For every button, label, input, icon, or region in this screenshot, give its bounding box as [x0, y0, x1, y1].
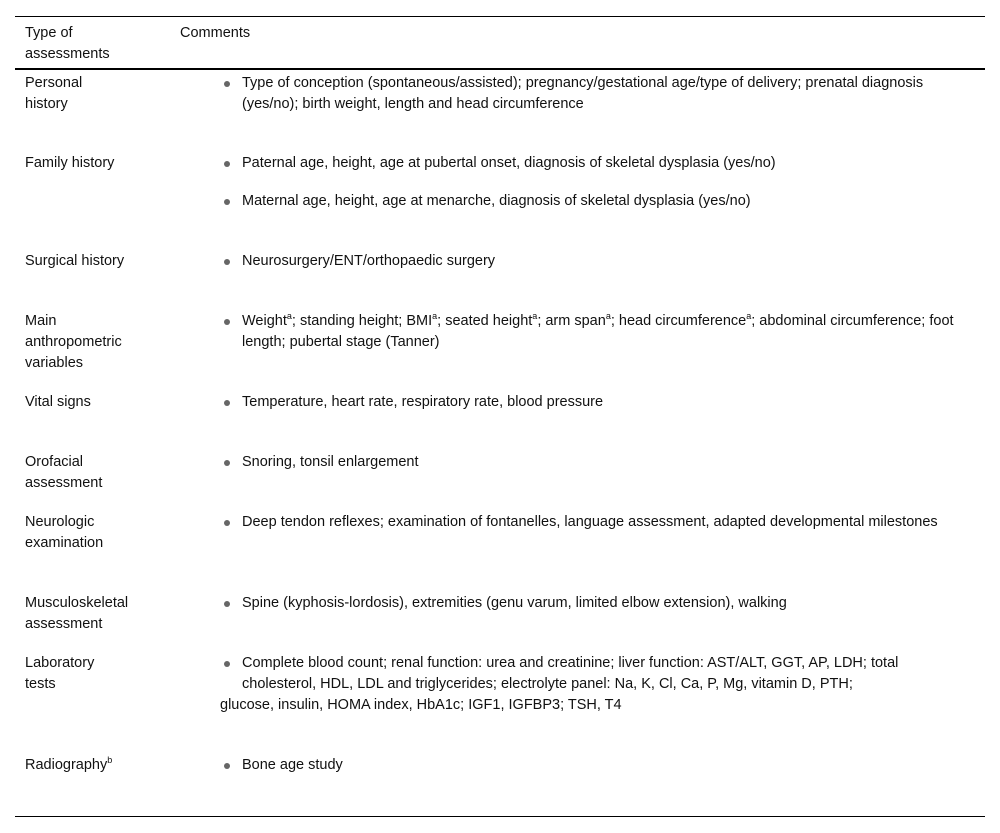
footnote-marker: a	[432, 311, 438, 322]
bullet-text: Paternal age, height, age at pubertal onset, diagnosis of skeletal dysplasia (yes/no)	[242, 155, 776, 171]
bullet-item	[242, 311, 962, 353]
bullet-dot-icon	[224, 460, 230, 466]
bullet-text: Complete blood count; renal function: urea and creatinine; liver function: AST/ALT, GGT, AP, LDH; total cholesterol, HDL, LDL and triglycerides; electrolyte panel: Na, K, Cl, Ca, P, Mg, vitamin D, PTH;	[242, 655, 899, 692]
table-row	[15, 308, 985, 389]
bullet-dot-icon	[224, 161, 230, 167]
footnote-marker: b	[107, 755, 113, 766]
table-body	[15, 70, 985, 806]
bullet-text: Maternal age, height, age at menarche, diagnosis of skeletal dysplasia (yes/no)	[242, 193, 751, 209]
table-row	[15, 248, 985, 308]
assessment-type: Musculoskeletal assessment	[25, 595, 129, 632]
bullet-dot-icon	[224, 319, 230, 325]
bullet-item	[242, 512, 962, 533]
table-row	[15, 509, 985, 590]
assessment-comments	[242, 311, 962, 370]
footnote-marker: a	[286, 311, 292, 322]
table-row	[15, 590, 985, 650]
bullet-item	[242, 153, 962, 174]
footnote-marker: a	[532, 311, 538, 322]
assessment-type: Surgical history	[25, 253, 125, 269]
header-comments: Comments	[180, 25, 251, 41]
bullet-dot-icon	[224, 400, 230, 406]
assessment-comments	[242, 392, 962, 430]
footnote-marker: a	[746, 311, 752, 322]
bullet-text: Deep tendon reflexes; examination of fontanelles, language assessment, adapted developmental milestones	[242, 514, 938, 530]
bullet-text: Bone age study	[242, 757, 343, 773]
assessment-type: Family history	[25, 155, 115, 171]
bullet-dot-icon	[224, 601, 230, 607]
bullet-dot-icon	[224, 661, 230, 667]
assessment-comments	[242, 73, 962, 132]
assessment-comments	[242, 251, 962, 289]
bullet-item	[242, 593, 962, 614]
table-bottom-rule	[15, 816, 985, 817]
assessment-comments	[242, 452, 962, 490]
assessment-comments	[242, 593, 962, 631]
assessment-table	[15, 16, 985, 806]
bullet-text: Temperature, heart rate, respiratory rate, blood pressure	[242, 394, 604, 410]
assessment-type: Vital signs	[25, 394, 91, 410]
assessment-type: Laboratory tests	[25, 655, 95, 692]
table-row	[15, 752, 985, 806]
bullet-item	[242, 251, 962, 272]
bullet-item	[220, 653, 962, 716]
bullet-dot-icon	[224, 81, 230, 87]
bullet-text: Neurosurgery/ENT/orthopaedic surgery	[242, 253, 496, 269]
assessment-comments	[242, 153, 962, 229]
header-type-of-assessments: Type of assessments	[25, 25, 110, 62]
assessment-type: Personal history	[25, 75, 83, 112]
bullet-item	[242, 73, 962, 115]
bullet-dot-icon	[224, 259, 230, 265]
table-row	[15, 70, 985, 150]
bullet-text: Type of conception (spontaneous/assisted); pregnancy/gestational age/type of delivery; prenatal diagnosis (yes/no); birth weight, length and head circumference	[242, 75, 924, 112]
assessment-type: Radiography$^b$	[25, 755, 113, 773]
assessment-comments	[220, 653, 962, 733]
table-row	[15, 650, 985, 752]
assessment-comments	[242, 512, 962, 550]
assessment-comments	[242, 755, 962, 793]
bullet-text-continuation: glucose, insulin, HOMA index, HbA1c; IGF1, IGFBP3; TSH, T4	[220, 697, 622, 713]
bullet-dot-icon	[224, 763, 230, 769]
bullet-item	[242, 191, 962, 212]
bullet-text: Snoring, tonsil enlargement	[242, 454, 419, 470]
table-row	[15, 150, 985, 248]
table-header	[15, 17, 985, 70]
table-row	[15, 389, 985, 449]
assessment-type: Neurologic examination	[25, 514, 104, 551]
bullet-item	[242, 392, 962, 413]
bullet-text: Spine (kyphosis-lordosis), extremities (genu varum, limited elbow extension), walking	[242, 595, 787, 611]
bullet-item	[242, 755, 962, 776]
bullet-dot-icon	[224, 199, 230, 205]
assessment-type: Main anthropometric variables	[25, 313, 122, 371]
bullet-item	[242, 452, 962, 473]
assessment-type: Orofacial assessment	[25, 454, 103, 491]
footnote-marker: a	[605, 311, 611, 322]
bullet-text: Weight$^a$; standing height; BMI$^a$; seated height$^a$; arm span$^a$; head circumference$^a$; abdominal circumference; foot length; pubertal stage (Tanner)	[242, 311, 954, 350]
bullet-dot-icon	[224, 520, 230, 526]
table-row	[15, 449, 985, 509]
